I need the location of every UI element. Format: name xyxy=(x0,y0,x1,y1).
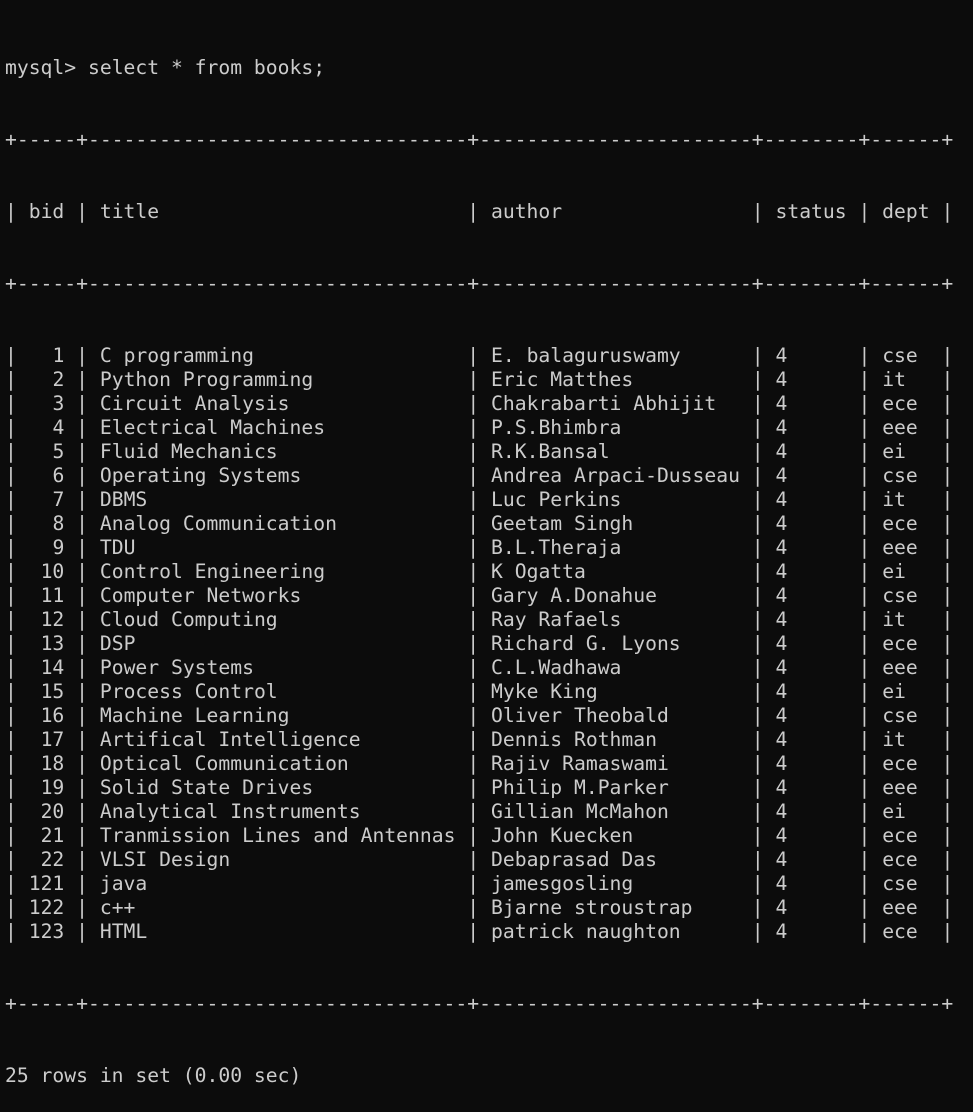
cell-status: 4 xyxy=(775,512,788,535)
cell-title: Cloud Computing xyxy=(99,608,278,631)
cell-dept: ei xyxy=(882,680,906,703)
cell-title: C programming xyxy=(99,344,254,367)
cell-bid: 12 xyxy=(40,608,65,631)
table-border-top: +-----+--------------------------------+-----------------------+--------+------+ xyxy=(5,128,954,151)
cell-author: E. balaguruswamy xyxy=(491,344,681,367)
cell-dept: eee xyxy=(882,416,918,439)
cell-author: Dennis Rothman xyxy=(491,728,657,751)
cell-author: Gillian McMahon xyxy=(491,800,669,823)
table-border-bottom: +-----+--------------------------------+-----------------------+--------+------+ xyxy=(5,992,954,1015)
cell-bid: 3 xyxy=(52,392,65,415)
column-header-dept: dept xyxy=(882,200,930,223)
cell-title: DBMS xyxy=(99,488,148,511)
cell-title: Control Engineering xyxy=(99,560,326,583)
cell-bid: 11 xyxy=(40,584,65,607)
cell-title: Fluid Mechanics xyxy=(99,440,278,463)
cell-dept: it xyxy=(882,488,906,511)
cell-bid: 8 xyxy=(52,512,65,535)
cell-author: R.K.Bansal xyxy=(491,440,610,463)
column-header-status: status xyxy=(775,200,847,223)
table-row: | 123 | HTML | patrick naughton | 4 | ece | xyxy=(5,920,954,943)
cell-author: B.L.Theraja xyxy=(491,536,622,559)
cell-author: Andrea Arpaci-Dusseau xyxy=(491,464,740,487)
cell-bid: 13 xyxy=(40,632,65,655)
cell-author: Rajiv Ramaswami xyxy=(491,752,669,775)
cell-bid: 9 xyxy=(52,536,65,559)
column-header-author: author xyxy=(491,200,563,223)
cell-status: 4 xyxy=(775,848,788,871)
cell-author: Geetam Singh xyxy=(491,512,634,535)
cell-author: Gary A.Donahue xyxy=(491,584,657,607)
sql-command: select * from books; xyxy=(87,56,326,79)
cell-title: Artifical Intelligence xyxy=(99,728,361,751)
cell-dept: it xyxy=(882,368,906,391)
cell-status: 4 xyxy=(775,344,788,367)
cell-bid: 19 xyxy=(40,776,65,799)
cell-author: Ray Rafaels xyxy=(491,608,622,631)
cell-status: 4 xyxy=(775,584,788,607)
cell-bid: 17 xyxy=(40,728,65,751)
cell-dept: ece xyxy=(882,848,918,871)
cell-dept: ei xyxy=(882,800,906,823)
cell-status: 4 xyxy=(775,440,788,463)
cell-dept: ei xyxy=(882,440,906,463)
cell-author: John Kuecken xyxy=(491,824,634,847)
cell-status: 4 xyxy=(775,896,788,919)
cell-status: 4 xyxy=(775,872,788,895)
table-row: | 5 | Fluid Mechanics | R.K.Bansal | 4 | ei | xyxy=(5,440,954,463)
cell-status: 4 xyxy=(775,560,788,583)
cell-title: Power Systems xyxy=(99,656,254,679)
cell-title: HTML xyxy=(99,920,148,943)
cell-dept: ece xyxy=(882,512,918,535)
result-footer: 25 rows in set (0.00 sec) xyxy=(5,1064,302,1087)
cell-bid: 18 xyxy=(40,752,65,775)
cell-title: Tranmission Lines and Antennas xyxy=(99,824,456,847)
table-row: | 2 | Python Programming | Eric Matthes | 4 | it | xyxy=(5,368,954,391)
table-row: | 8 | Analog Communication | Geetam Singh | 4 | ece | xyxy=(5,512,954,535)
column-header-title: title xyxy=(99,200,160,223)
mysql-prompt: mysql> xyxy=(5,56,77,79)
table-row: | 13 | DSP | Richard G. Lyons | 4 | ece | xyxy=(5,632,954,655)
cell-title: Optical Communication xyxy=(99,752,349,775)
cell-author: Bjarne stroustrap xyxy=(491,896,693,919)
cell-title: Machine Learning xyxy=(99,704,290,727)
table-header-row: | bid | title | author | status | dept | xyxy=(5,200,954,223)
cell-status: 4 xyxy=(775,368,788,391)
cell-title: DSP xyxy=(99,632,136,655)
command-line xyxy=(5,56,973,80)
table-row: | 22 | VLSI Design | Debaprasad Das | 4 | ece | xyxy=(5,848,954,871)
cell-bid: 122 xyxy=(28,896,65,919)
cell-author: C.L.Wadhawa xyxy=(491,656,622,679)
table-body xyxy=(5,344,973,944)
cell-dept: cse xyxy=(882,344,918,367)
cell-dept: it xyxy=(882,608,906,631)
cell-title: TDU xyxy=(99,536,136,559)
cell-status: 4 xyxy=(775,824,788,847)
table-row: | 16 | Machine Learning | Oliver Theobald | 4 | cse | xyxy=(5,704,954,727)
cell-dept: ece xyxy=(882,752,918,775)
cell-status: 4 xyxy=(775,608,788,631)
cell-author: Debaprasad Das xyxy=(491,848,657,871)
cell-bid: 21 xyxy=(40,824,65,847)
cell-title: Solid State Drives xyxy=(99,776,314,799)
cell-dept: it xyxy=(882,728,906,751)
cell-bid: 22 xyxy=(40,848,65,871)
cell-dept: eee xyxy=(882,656,918,679)
table-row: | 20 | Analytical Instruments | Gillian McMahon | 4 | ei | xyxy=(5,800,954,823)
cell-dept: cse xyxy=(882,704,918,727)
cell-status: 4 xyxy=(775,392,788,415)
cell-author: K Ogatta xyxy=(491,560,586,583)
table-border-mid: +-----+--------------------------------+-----------------------+--------+------+ xyxy=(5,272,954,295)
cell-status: 4 xyxy=(775,656,788,679)
cell-status: 4 xyxy=(775,776,788,799)
cell-dept: ece xyxy=(882,392,918,415)
cell-bid: 15 xyxy=(40,680,65,703)
cell-author: Oliver Theobald xyxy=(491,704,669,727)
cell-status: 4 xyxy=(775,920,788,943)
cell-status: 4 xyxy=(775,704,788,727)
cell-title: Electrical Machines xyxy=(99,416,326,439)
table-row: | 7 | DBMS | Luc Perkins | 4 | it | xyxy=(5,488,954,511)
cell-title: Python Programming xyxy=(99,368,314,391)
cell-dept: cse xyxy=(882,464,918,487)
cell-author: Philip M.Parker xyxy=(491,776,669,799)
cell-bid: 123 xyxy=(28,920,65,943)
cell-dept: cse xyxy=(882,872,918,895)
table-row: | 15 | Process Control | Myke King | 4 | ei | xyxy=(5,680,954,703)
table-row: | 122 | c++ | Bjarne stroustrap | 4 | eee | xyxy=(5,896,954,919)
cell-title: c++ xyxy=(99,896,136,919)
cell-author: Myke King xyxy=(491,680,598,703)
cell-bid: 121 xyxy=(28,872,65,895)
table-row: | 14 | Power Systems | C.L.Wadhawa | 4 | eee | xyxy=(5,656,954,679)
table-row: | 3 | Circuit Analysis | Chakrabarti Abhijit | 4 | ece | xyxy=(5,392,954,415)
cell-author: Luc Perkins xyxy=(491,488,622,511)
cell-bid: 10 xyxy=(40,560,65,583)
cell-title: java xyxy=(99,872,148,895)
cell-title: Operating Systems xyxy=(99,464,302,487)
cell-bid: 4 xyxy=(52,416,65,439)
cell-author: Eric Matthes xyxy=(491,368,634,391)
cell-title: Analog Communication xyxy=(99,512,337,535)
cell-status: 4 xyxy=(775,488,788,511)
cell-status: 4 xyxy=(775,416,788,439)
cell-bid: 6 xyxy=(52,464,65,487)
cell-dept: ece xyxy=(882,632,918,655)
table-row: | 4 | Electrical Machines | P.S.Bhimbra | 4 | eee | xyxy=(5,416,954,439)
table-row: | 1 | C programming | E. balaguruswamy | 4 | cse | xyxy=(5,344,954,367)
cell-title: Process Control xyxy=(99,680,278,703)
table-row: | 18 | Optical Communication | Rajiv Ramaswami | 4 | ece | xyxy=(5,752,954,775)
cell-dept: ece xyxy=(882,824,918,847)
cell-bid: 16 xyxy=(40,704,65,727)
cell-bid: 14 xyxy=(40,656,65,679)
table-row: | 17 | Artifical Intelligence | Dennis Rothman | 4 | it | xyxy=(5,728,954,751)
table-row: | 12 | Cloud Computing | Ray Rafaels | 4 | it | xyxy=(5,608,954,631)
column-header-bid: bid xyxy=(28,200,65,223)
cell-status: 4 xyxy=(775,632,788,655)
cell-author: jamesgosling xyxy=(491,872,634,895)
table-row: | 6 | Operating Systems | Andrea Arpaci-Dusseau | 4 | cse | xyxy=(5,464,954,487)
cell-bid: 2 xyxy=(52,368,65,391)
cell-author: Chakrabarti Abhijit xyxy=(491,392,717,415)
table-row: | 19 | Solid State Drives | Philip M.Parker | 4 | eee | xyxy=(5,776,954,799)
cell-dept: eee xyxy=(882,896,918,919)
cell-status: 4 xyxy=(775,536,788,559)
cell-dept: eee xyxy=(882,776,918,799)
cell-dept: eee xyxy=(882,536,918,559)
cell-status: 4 xyxy=(775,680,788,703)
cell-title: Computer Networks xyxy=(99,584,302,607)
cell-title: Analytical Instruments xyxy=(99,800,361,823)
cell-dept: ei xyxy=(882,560,906,583)
table-row: | 10 | Control Engineering | K Ogatta | 4 | ei | xyxy=(5,560,954,583)
cell-bid: 20 xyxy=(40,800,65,823)
table-row: | 121 | java | jamesgosling | 4 | cse | xyxy=(5,872,954,895)
cell-title: Circuit Analysis xyxy=(99,392,290,415)
cell-bid: 5 xyxy=(52,440,65,463)
cell-dept: cse xyxy=(882,584,918,607)
cell-author: P.S.Bhimbra xyxy=(491,416,622,439)
cell-status: 4 xyxy=(775,752,788,775)
cell-bid: 7 xyxy=(52,488,65,511)
cell-dept: ece xyxy=(882,920,918,943)
table-row: | 21 | Tranmission Lines and Antennas | John Kuecken | 4 | ece | xyxy=(5,824,954,847)
cell-author: Richard G. Lyons xyxy=(491,632,681,655)
cell-title: VLSI Design xyxy=(99,848,231,871)
cell-status: 4 xyxy=(775,464,788,487)
cell-status: 4 xyxy=(775,728,788,751)
cell-author: patrick naughton xyxy=(491,920,681,943)
table-row: | 9 | TDU | B.L.Theraja | 4 | eee | xyxy=(5,536,954,559)
cell-status: 4 xyxy=(775,800,788,823)
table-row: | 11 | Computer Networks | Gary A.Donahue | 4 | cse | xyxy=(5,584,954,607)
cell-bid: 1 xyxy=(52,344,65,367)
